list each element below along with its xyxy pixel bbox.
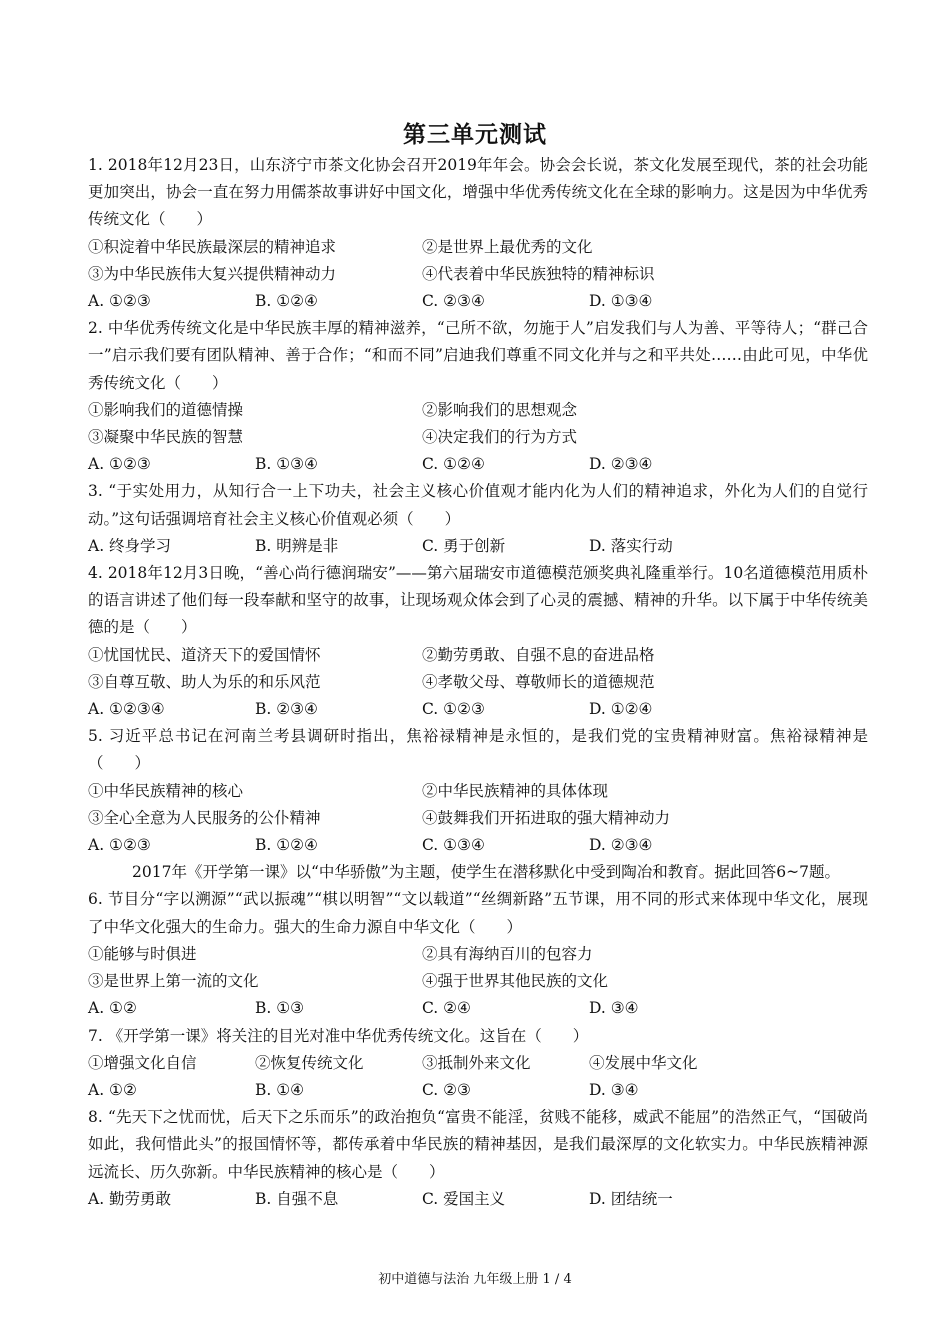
- question-stem: 2. 中华优秀传统文化是中华民族丰厚的精神滋养，“己所不欲，勿施于人”启发我们与人为善、平等待人；“群己合一”启示我们要有团队精神、善于合作；“和而不同”启迪我们尊重不同文化并与之和平共处……由此可见，中华优秀传统文化（ ）: [88, 319, 868, 392]
- statement: ④鼓舞我们开拓进取的强大精神动力: [422, 808, 671, 827]
- question-4: [88, 560, 868, 723]
- answer-choices: [88, 533, 868, 560]
- choice-a: A. ①②③: [88, 292, 151, 311]
- statement-list: [88, 397, 868, 451]
- question-stem: 1. 2018年12月23日，山东济宁市茶文化协会召开2019年年会。协会会长说，茶文化发展至现代，茶的社会功能更加突出，协会一直在努力用儒茶故事讲好中国文化，增强中华优秀传统文化在全球的影响力。这是因为中华优秀传统文化（ ）: [88, 156, 868, 229]
- choice-b: B. ①②④: [255, 836, 318, 855]
- statement: ④发展中华文化: [589, 1053, 698, 1072]
- choice-d: D. ①②④: [589, 700, 653, 719]
- choice-b: B. ①③④: [255, 455, 318, 474]
- question-stem: 5. 习近平总书记在河南兰考县调研时指出，焦裕禄精神是永恒的，是我们党的宝贵精神财富。焦裕禄精神是（ ）: [88, 727, 868, 773]
- choice-c: C. ①③④: [422, 836, 485, 855]
- choice-c: C. ②④: [422, 999, 471, 1018]
- choice-d: D. ①③④: [589, 292, 653, 311]
- question-list: [88, 152, 868, 1213]
- statement: ④代表着中华民族独特的精神标识: [422, 264, 655, 283]
- answer-choices: [88, 696, 868, 723]
- answer-choices: [88, 451, 868, 478]
- choice-d: D. ②③④: [589, 836, 653, 855]
- question-stem: 8. “先天下之忧而忧，后天下之乐而乐”的政治抱负“富贵不能淫，贫贱不能移，威武不能屈”的浩然正气，“国破尚如此，我何惜此头”的报国情怀等，都传承着中华民族的精神基因，是我们最深厚的文化软实力。中华民族精神源远流长、历久弥新。中华民族精神的核心是（ ）: [88, 1108, 868, 1181]
- question-7: [88, 1023, 868, 1105]
- choice-c: C. 爱国主义: [422, 1189, 506, 1208]
- choice-d: D. ③④: [589, 999, 639, 1018]
- statement: ①增强文化自信: [88, 1053, 197, 1072]
- question-8: [88, 1104, 868, 1213]
- choice-c: C. 勇于创新: [422, 536, 506, 555]
- choice-d: D. ②③④: [589, 455, 653, 474]
- statement-list: [88, 234, 868, 288]
- statement: ②具有海纳百川的包容力: [422, 944, 593, 963]
- choice-b: B. 明辨是非: [255, 536, 339, 555]
- statement: ①忧国忧民、道济天下的爱国情怀: [88, 645, 321, 664]
- choice-d: D. 团结统一: [589, 1189, 673, 1208]
- choice-d: D. ③④: [589, 1080, 639, 1099]
- choice-b: B. ②③④: [255, 700, 318, 719]
- statement: ③凝聚中华民族的智慧: [88, 428, 244, 447]
- choice-b: B. ①③: [255, 999, 305, 1018]
- choice-c: C. ②③: [422, 1080, 471, 1099]
- choice-c: C. ①②④: [422, 455, 485, 474]
- question-3: [88, 478, 868, 560]
- question-6: [88, 886, 868, 1022]
- statement: ①中华民族精神的核心: [88, 781, 244, 800]
- statement-list: [88, 1050, 868, 1077]
- answer-choices: [88, 995, 868, 1022]
- passage-intro: 2017年《开学第一课》以“中华骄傲”为主题，使学生在潜移默化中受到陶冶和教育。据此回答6~7题。: [132, 863, 841, 882]
- choice-b: B. 自强不息: [255, 1189, 339, 1208]
- statement: ③为中华民族伟大复兴提供精神动力: [88, 264, 337, 283]
- question-stem: 7. 《开学第一课》将关注的目光对准中华优秀传统文化。这旨在（ ）: [88, 1026, 589, 1045]
- statement-list: [88, 778, 868, 832]
- page-footer: 初中道德与法治 九年级上册 1 / 4: [378, 1272, 572, 1287]
- choice-a: A. ①②: [88, 1080, 137, 1099]
- statement: ③是世界上第一流的文化: [88, 972, 259, 991]
- choice-c: C. ①②③: [422, 700, 485, 719]
- statement: ③全心全意为人民服务的公仆精神: [88, 808, 321, 827]
- question-2: [88, 315, 868, 478]
- choice-a: A. 终身学习: [88, 536, 172, 555]
- answer-choices: [88, 1186, 868, 1213]
- choice-a: A. 勤劳勇敢: [88, 1189, 172, 1208]
- statement-list: [88, 941, 868, 995]
- answer-choices: [88, 1077, 868, 1104]
- question-stem: 6. 节目分“字以溯源”“武以振魂”“棋以明智”“文以载道”“丝绸新路”五节课，用不同的形式来体现中华文化，展现了中华文化强大的生命力。强大的生命力源自中华文化（ ）: [88, 890, 868, 936]
- statement: ②是世界上最优秀的文化: [422, 237, 593, 256]
- choice-b: B. ①②④: [255, 292, 318, 311]
- question-1: [88, 152, 868, 315]
- question-stem: 4. 2018年12月3日晚，“善心尚行德润瑞安”——第六届瑞安市道德模范颁奖典礼隆重举行。10名道德模范用质朴的语言讲述了他们每一段奉献和坚守的故事，让现场观众体会到了心灵的震撼、精神的升华。以下属于中华传统美德的是（ ）: [88, 564, 868, 637]
- choice-a: A. ①②③④: [88, 700, 165, 719]
- statement: ①能够与时俱进: [88, 944, 197, 963]
- page-title: 第三单元测试: [403, 121, 547, 148]
- statement: ③抵制外来文化: [422, 1053, 531, 1072]
- choice-d: D. 落实行动: [589, 536, 673, 555]
- statement: ②恢复传统文化: [255, 1053, 364, 1072]
- statement: ④强于世界其他民族的文化: [422, 972, 609, 991]
- statement: ④决定我们的行为方式: [422, 428, 578, 447]
- answer-choices: [88, 832, 868, 859]
- statement-list: [88, 642, 868, 696]
- question-5: [88, 723, 868, 859]
- question-stem: 3. “于实处用力，从知行合一上下功夫，社会主义核心价值观才能内化为人们的精神追求，外化为人们的自觉行动。”这句话强调培育社会主义核心价值观必须（ ）: [88, 482, 868, 528]
- answer-choices: [88, 288, 868, 315]
- statement: ②影响我们的思想观念: [422, 400, 578, 419]
- choice-b: B. ①④: [255, 1080, 305, 1099]
- statement: ②勤劳勇敢、自强不息的奋进品格: [422, 645, 655, 664]
- statement: ①影响我们的道德情操: [88, 400, 244, 419]
- statement: ①积淀着中华民族最深层的精神追求: [88, 237, 337, 256]
- statement: ④孝敬父母、尊敬师长的道德规范: [422, 672, 655, 691]
- choice-a: A. ①②③: [88, 836, 151, 855]
- choice-a: A. ①②③: [88, 455, 151, 474]
- choice-c: C. ②③④: [422, 292, 485, 311]
- statement: ②中华民族精神的具体体现: [422, 781, 609, 800]
- choice-a: A. ①②: [88, 999, 137, 1018]
- statement: ③自尊互敬、助人为乐的和乐风范: [88, 672, 321, 691]
